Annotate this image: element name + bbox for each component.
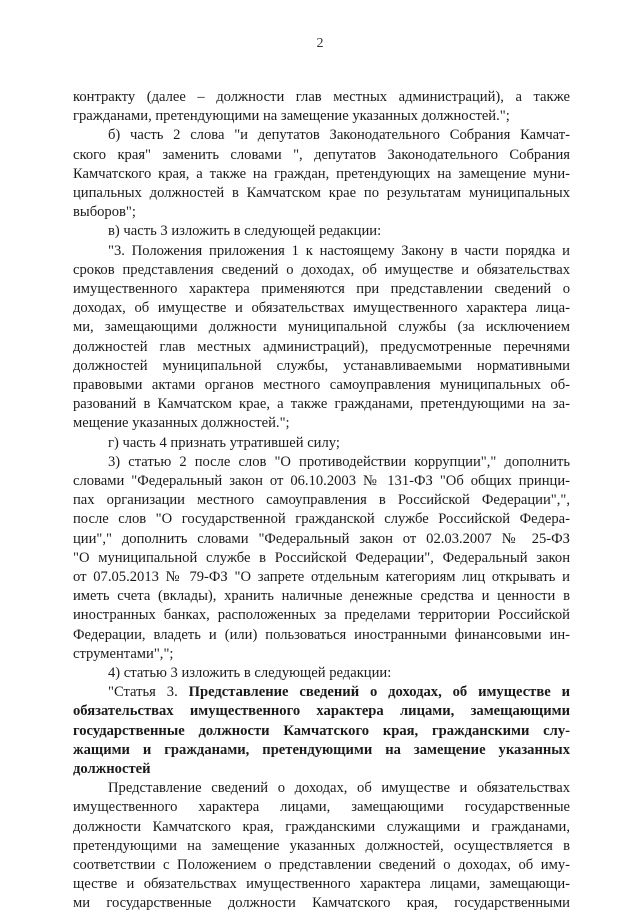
text-line: разований в Камчатском крае, а также гражданами, претендующими на за- <box>73 396 570 413</box>
text-line: ции"," дополнить словами "Федеральный закон от 02.03.2007 № 25-ФЗ <box>73 530 570 547</box>
text-line: от 07.05.2013 № 79-ФЗ "О запрете отдельным категориям лиц открывать и <box>73 569 570 585</box>
text-line: Федерации, владеть и (или) пользоваться иностранными финансовыми ин- <box>73 626 570 643</box>
text-line: пах организации местного самоуправления в Российской Федерации",", <box>73 492 570 509</box>
text-line: должности Камчатского края, гражданскими служащими и гражданами, <box>73 818 570 835</box>
text-line: словами "Федеральный закон от 06.10.2003 № 131-ФЗ "Об общих принци- <box>73 473 570 489</box>
text-line: должностей глав местных администраций), предусмотренные перечнями <box>73 338 570 355</box>
text-line: ципальных должностей в Камчатском крае по результатам муниципальных <box>73 185 570 201</box>
text-line: мещение указанных должностей."; <box>73 415 290 432</box>
text-line: должностей муниципальной службы, устанавливаемыми нормативными <box>73 357 570 374</box>
heading-line <box>108 683 570 702</box>
heading-line: государственные должности Камчатского края, гражданскими слу- <box>73 722 570 739</box>
text-line: имущественного характера применяются при представлении сведений о <box>73 281 570 297</box>
text-line: Камчатского края, а также на граждан, претендующих на замещение муни- <box>73 165 570 182</box>
text-line: претендующими на замещение указанных должностей, осуществляется в <box>73 837 570 854</box>
text-line: в) часть 3 изложить в следующей редакции: <box>108 223 382 240</box>
text-line: ми, замещающими должности муниципальной службы (за исключением <box>73 319 570 336</box>
text-line: ского края" заменить словами ", депутатов Законодательного Собрания <box>73 146 570 163</box>
text-line: Представление сведений о доходах, об имуществе и обязательствах <box>108 780 570 797</box>
article-title: Представление сведений о доходах, об имуществе и <box>188 684 570 701</box>
heading-line: обязательствах имущественного характера лицами, замещающими <box>73 703 570 720</box>
text-line: гражданами, претендующими на замещение указанных должностей."; <box>73 108 510 125</box>
text-line: иностранных банках, расположенных за пределами территории Российской <box>73 607 570 624</box>
text-line: ществе и обязательствах имущественного характера лицами, замещающи- <box>73 876 570 893</box>
text-line: правовыми актами органов местного самоуправления муниципальных об- <box>73 377 570 393</box>
text-line: доходах, об имуществе и обязательствах имущественного характера лица- <box>73 300 570 317</box>
text-line: ми государственные должности Камчатского края, государственными <box>73 895 570 912</box>
text-line: 4) статью 3 изложить в следующей редакции: <box>108 665 392 681</box>
article-number: "Статья 3. <box>108 684 189 701</box>
text-line: контракту (далее – должности глав местных администраций), а также <box>73 89 570 105</box>
text-line: имущественного характера лицами, замещающими государственные <box>73 799 570 816</box>
text-line: после слов "О государственной гражданской службе Российской Федера- <box>73 511 570 528</box>
text-line: сроков представления сведений о доходах, об имуществе и обязательствах <box>73 261 570 278</box>
text-line: 3) статью 2 после слов "О противодействии коррупции"," дополнить <box>108 453 570 470</box>
text-line: выборов"; <box>73 204 136 221</box>
text-line: соответствии с Положением о представлении сведений о доходах, об иму- <box>73 857 570 873</box>
heading-line: жащими и гражданами, претендующими на замещение указанных <box>73 741 570 758</box>
text-line: г) часть 4 признать утратившей силу; <box>108 434 340 451</box>
text-line: иметь счета (вклады), хранить наличные денежные средства и ценности в <box>73 588 570 605</box>
text-line: "3. Положения приложения 1 к настоящему Закону в части порядка и <box>108 242 570 259</box>
text-line: "О муниципальной службе в Российской Федерации", Федеральный закон <box>73 549 570 566</box>
page-number: 2 <box>316 36 324 51</box>
text-line: струментами","; <box>73 645 174 662</box>
text-line: б) часть 2 слова "и депутатов Законодательного Собрания Камчат- <box>108 127 570 144</box>
heading-line: должностей <box>73 761 151 777</box>
